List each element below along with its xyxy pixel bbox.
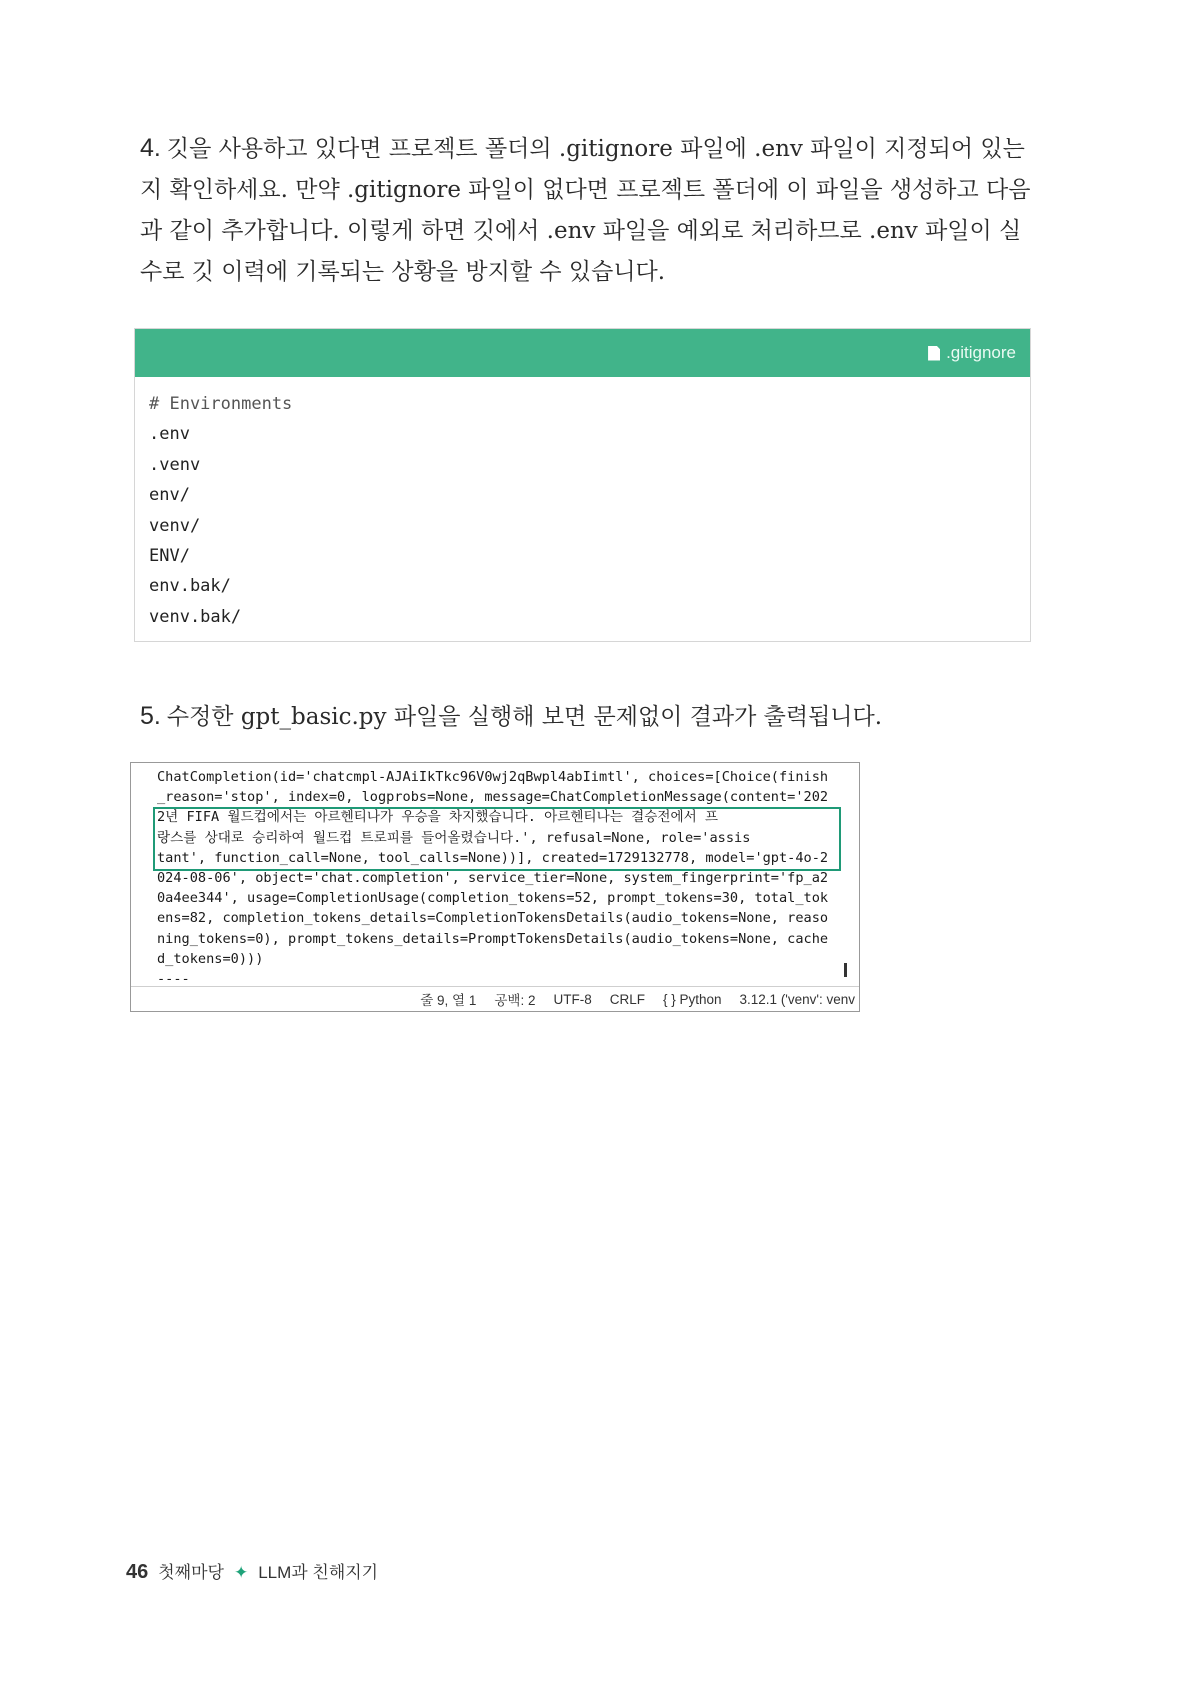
answer-highlight-box <box>153 807 841 871</box>
code-line: venv.bak/ <box>149 606 242 627</box>
terminal-line: tant', function_call=None, tool_calls=None))], created=1729132778, model='gpt-4o-2 <box>157 849 829 866</box>
code-line: # Environments <box>149 394 293 414</box>
terminal-line: ens=82, completion_tokens_details=CompletionTokensDetails(audio_tokens=None, reaso <box>157 910 829 927</box>
code-line: .venv <box>149 454 201 475</box>
step-5-text: 수정한 gpt_basic.py 파일을 실행해 보면 문제없이 결과가 출력됩니다. <box>166 704 883 730</box>
terminal-line: ---- <box>157 971 190 988</box>
file-tag <box>928 343 1016 363</box>
text-cursor <box>844 963 847 977</box>
terminal-line: 랑스를 상대로 승리하여 월드컵 트로피를 들어올렸습니다.', refusal=None, role='assis <box>157 829 751 846</box>
terminal-output <box>131 763 859 989</box>
status-encoding[interactable]: UTF-8 <box>553 991 592 1007</box>
status-language[interactable]: { } Python <box>662 991 722 1007</box>
status-spaces[interactable]: 공백: 2 <box>494 993 536 1008</box>
file-tag-label: .gitignore <box>946 343 1016 362</box>
terminal-line: d_tokens=0))) <box>157 950 264 967</box>
file-icon <box>928 346 940 361</box>
code-body <box>135 377 1030 644</box>
terminal-line: 2년 FIFA 월드컵에서는 아르헨티나가 우승을 차지했습니다. 아르헨티나는 결승전에서 프 <box>157 809 719 826</box>
terminal-line: _reason='stop', index=0, logprobs=None, message=ChatCompletionMessage(content='202 <box>157 789 829 806</box>
status-interpreter[interactable]: 3.12.1 ('venv': venv <box>739 991 855 1007</box>
code-line: env/ <box>149 485 190 506</box>
code-line: venv/ <box>149 515 201 536</box>
footer-chapter: LLM과 친해지기 <box>258 1563 379 1582</box>
terminal-line: ChatCompletion(id='chatcmpl-AJAiIkTkc96V0wj2qBwpl4abIimtl', choices=[Choice(finish <box>157 769 829 785</box>
step-4-text: 깃을 사용하고 있다면 프로젝트 폴더의 .gitignore 파일에 .env 파일이 지정되어 있는지 확인하세요. 만약 .gitignore 파일이 없다면 프로젝트 폴더에 이 파일을 생성하고 다음과 같이 추가합니다. 이렇게 하면 깃에서 .env 파일을 예외로 처리하므로 .env 파일이 실수로 깃 이력에 기록되는 상황을 방지할 수 있습니다. <box>140 136 1031 285</box>
status-position[interactable]: 줄 9, 열 1 <box>420 993 477 1008</box>
code-line: env.bak/ <box>149 576 231 597</box>
editor-statusbar <box>131 986 859 1011</box>
star-icon: ✦ <box>233 1563 249 1582</box>
gitignore-code-box <box>134 328 1031 642</box>
terminal-line: ning_tokens=0), prompt_tokens_details=PromptTokensDetails(audio_tokens=None, cache <box>157 930 829 947</box>
status-eol[interactable]: CRLF <box>609 991 645 1007</box>
terminal-line: 0a4ee344', usage=CompletionUsage(completion_tokens=52, prompt_tokens=30, total_tok <box>157 890 829 907</box>
code-box-header <box>135 329 1030 377</box>
code-line: .env <box>149 424 190 445</box>
step-5-number: 5. <box>140 702 161 730</box>
terminal-line: 024-08-06', object='chat.completion', service_tier=None, system_fingerprint='fp_a2 <box>157 870 829 887</box>
terminal-screenshot <box>130 762 860 1012</box>
code-line: ENV/ <box>149 546 190 567</box>
step-4-paragraph <box>140 128 1040 293</box>
footer-part: 첫째마당 <box>158 1563 224 1582</box>
page-number: 46 <box>126 1561 149 1583</box>
page-footer <box>126 1558 378 1584</box>
step-4-number: 4. <box>140 134 161 162</box>
step-5-paragraph <box>140 696 1040 738</box>
